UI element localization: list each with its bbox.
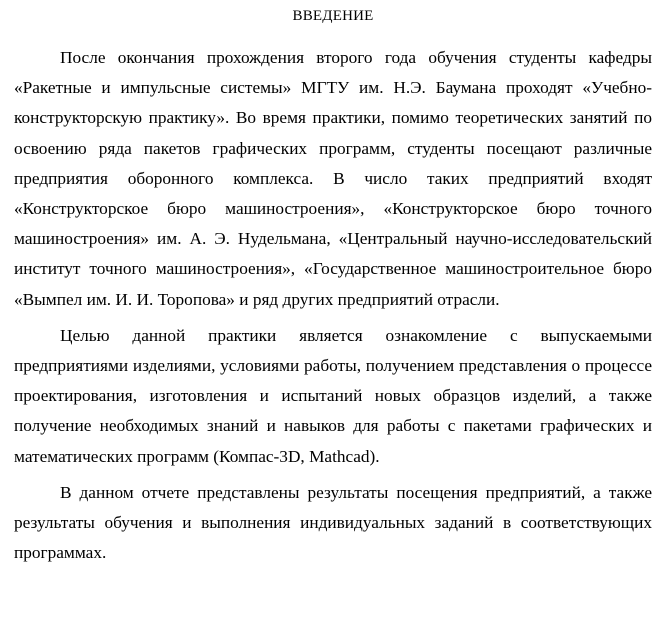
paragraph-goal: Целью данной практики является ознакомление с выпускаемыми предприятиями изделиями, условиями работы, получением представления о процессе проектирования, изготовления и испытаний новых образцов изделий, а также получение необходимых знаний и навыков для работы с пакетами графических и математических программ (Компас-3D, Mathcad). [14, 325, 652, 466]
paragraph-report: В данном отчете представлены результаты посещения предприятий, а также результаты обучения и выполнения индивидуальных заданий в соответствующих программах. [14, 482, 652, 563]
document-page [14, 6, 652, 568]
section-heading: ВВЕДЕНИЕ [292, 8, 374, 24]
paragraph-intro: После окончания прохождения второго года обучения студенты кафедры «Ракетные и импульсные системы» МГТУ им. Н.Э. Баумана проходят «Учебно-конструкторскую практику». Во время практики, помимо теоретических занятий по освоению ряда пакетов графических программ, студенты посещают различные предприятия оборонного комплекса. В число таких предприятий входят «Конструкторское бюро машиностроения», «Конструкторское бюро точного машиностроения» им. А. Э. Нудельмана, «Центральный научно-исследовательский институт точного машиностроения», «Государственное машиностроительное бюро «Вымпел им. И. И. Торопова» и ряд других предприятий отрасли. [14, 48, 652, 309]
